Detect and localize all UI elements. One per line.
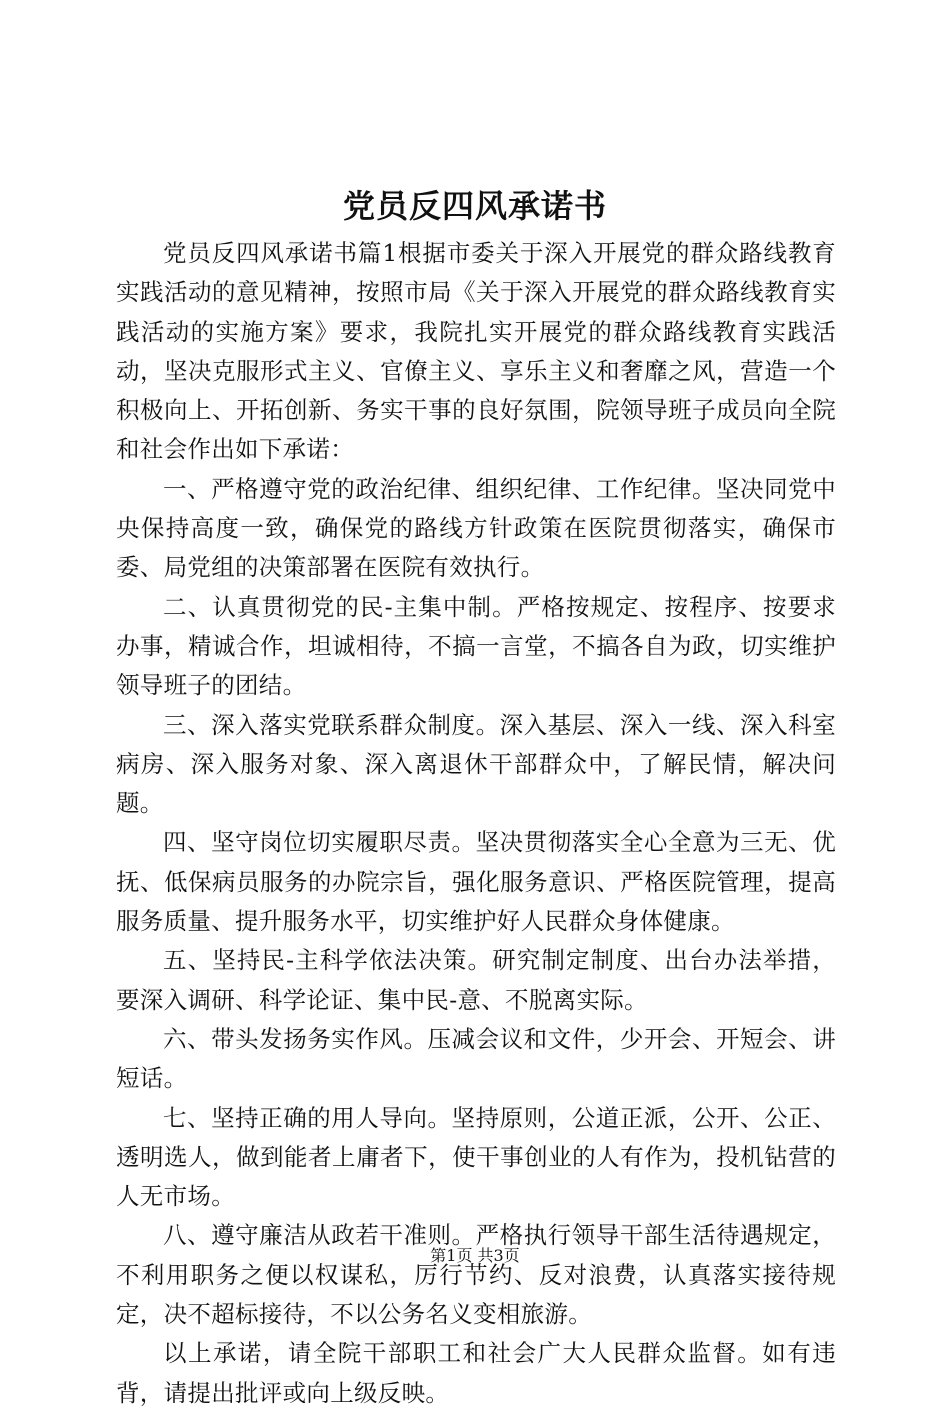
paragraph-item-5: 五、坚持民-主科学依法决策。研究制定制度、出台办法举措，要深入调研、科学论证、集中民-意、不脱离实际。 [116, 946, 836, 1014]
paragraph-item-1: 一、严格遵守党的政治纪律、组织纪律、工作纪律。坚决同党中央保持高度一致，确保党的路线方针政策在医院贯彻落实，确保市委、局党组的决策部署在医院有效执行。 [116, 474, 836, 582]
document-title: 党员反四风承诺书 [342, 187, 607, 225]
paragraph-intro: 党员反四风承诺书篇1根据市委关于深入开展党的群众路线教育实践活动的意见精神，按照市局《关于深入开展党的群众路线教育实践活动的实施方案》要求，我院扎实开展党的群众路线教育实践活动，坚决克服形式主义、官僚主义、享乐主义和奢靡之风，营造一个积极向上、开拓创新、务实干事的良好氛围，院领导班子成员向全院和社会作出如下承诺： [116, 239, 836, 464]
paragraph-item-4: 四、坚守岗位切实履职尽责。坚决贯彻落实全心全意为三无、优抚、低保病员服务的办院宗旨，强化服务意识、严格医院管理，提高服务质量、提升服务水平，切实维护好人民群众身体健康。 [116, 828, 836, 936]
paragraph-item-6: 六、带头发扬务实作风。压减会议和文件，少开会、开短会、讲短话。 [116, 1024, 836, 1093]
paragraph-item-7: 七、坚持正确的用人导向。坚持原则，公道正派，公开、公正、透明选人，做到能者上庸者下，使干事创业的人有作为，投机钻营的人无市场。 [116, 1103, 836, 1211]
paragraph-item-3: 三、深入落实党联系群众制度。深入基层、深入一线、深入科室病房、深入服务对象、深入离退休干部群众中，了解民情，解决问题。 [116, 710, 836, 818]
paragraph-closing: 以上承诺，请全院干部职工和社会广大人民群众监督。如有违背，请提出批评或向上级反映。 [116, 1339, 836, 1407]
paragraph-item-8: 八、遵守廉洁从政若干准则。严格执行领导干部生活待遇规定，不利用职务之便以权谋私，厉行节约、反对浪费，认真落实接待规定，决不超标接待，不以公务名义变相旅游。 [116, 1221, 836, 1329]
page-footer: 第1页 共3页 [430, 1246, 520, 1265]
paragraph-item-2: 二、认真贯彻党的民-主集中制。严格按规定、按程序、按要求办事，精诚合作，坦诚相待，不搞一言堂，不搞各自为政，切实维护领导班子的团结。 [116, 592, 836, 700]
document-body [116, 234, 836, 1413]
